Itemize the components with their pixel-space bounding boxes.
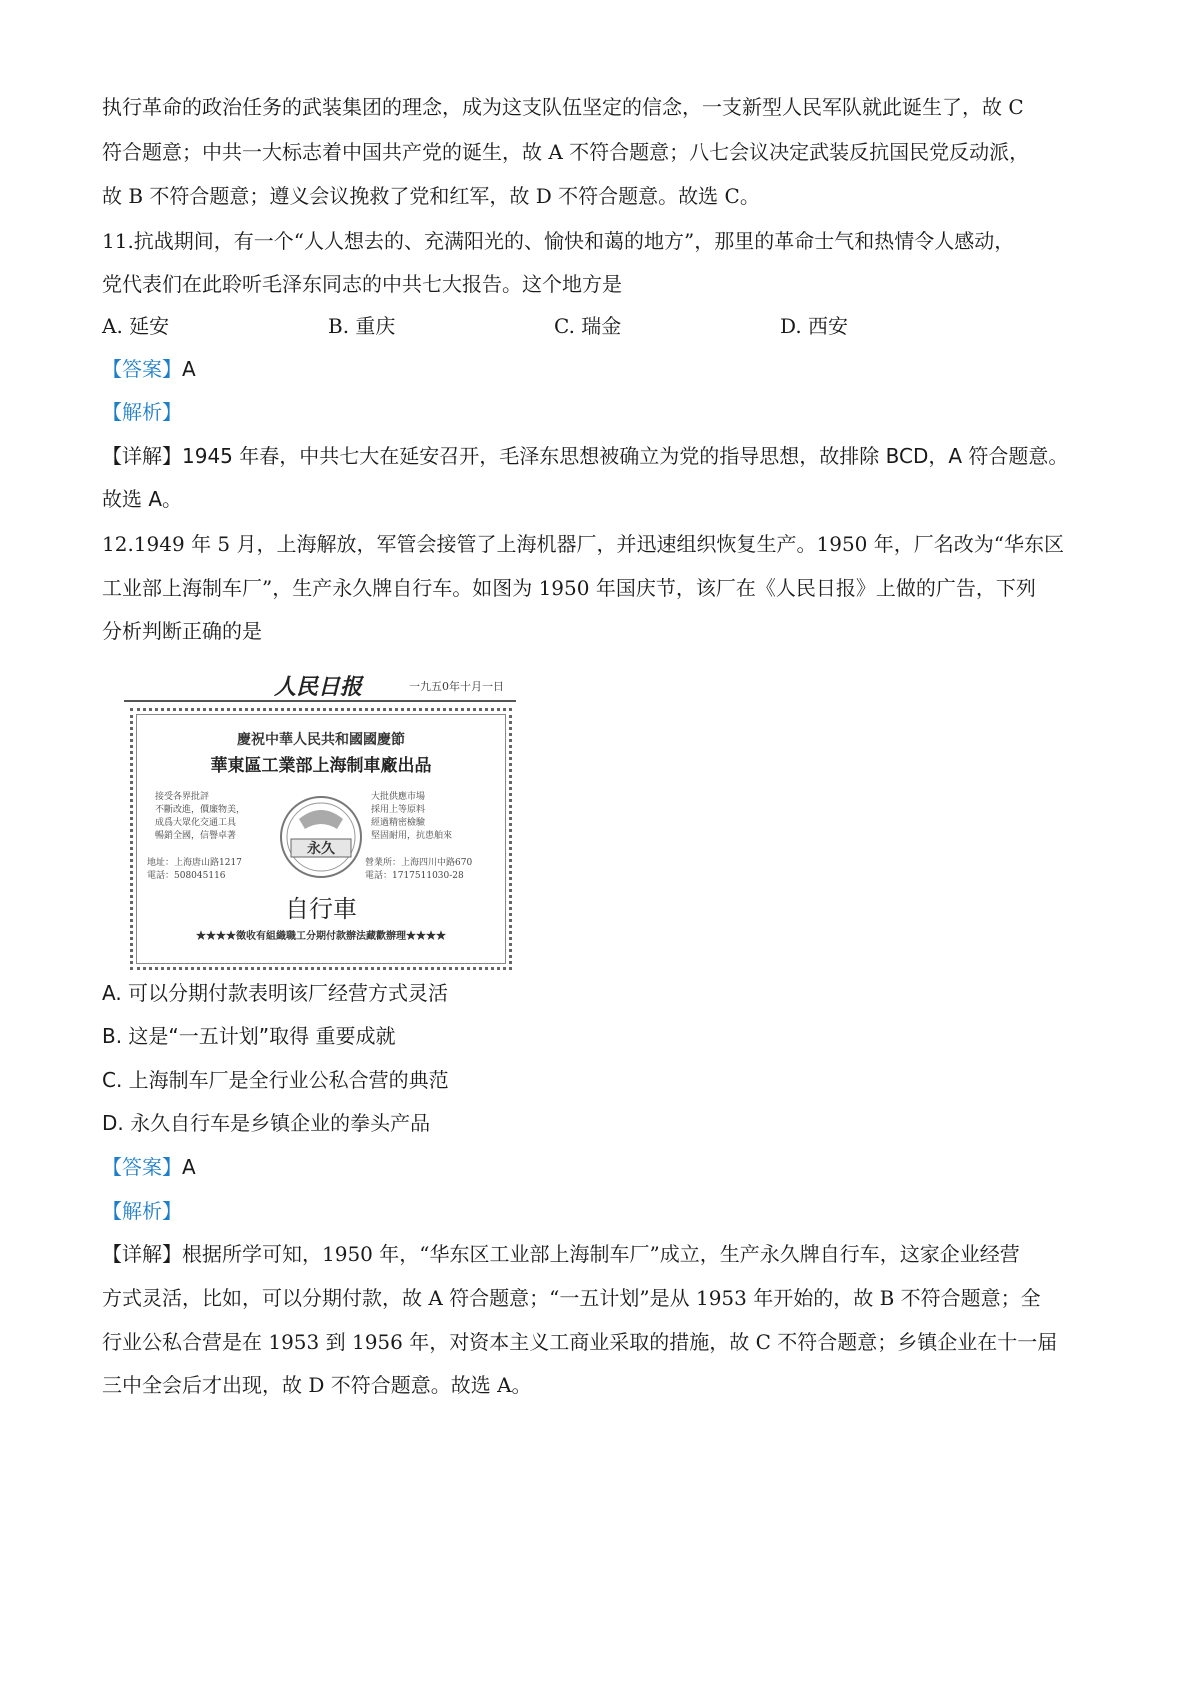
q12-answer bbox=[102, 1152, 1102, 1182]
q11-option-b: B. 重庆 bbox=[328, 314, 396, 338]
question-12-stem: 工业部上海制车厂”，生产永久牌自行车。如图为 1950 年国庆节，该厂在《人民日报》上做的广告，下列 bbox=[102, 576, 1036, 600]
newspaper-ad-image bbox=[124, 670, 516, 970]
q11-option-a: A. 延安 bbox=[102, 314, 170, 338]
analysis-tag: 【解析】 bbox=[102, 400, 182, 424]
q11-detail bbox=[102, 441, 1102, 471]
newspaper-header bbox=[124, 670, 516, 702]
newspaper-date: 一九五0年十月一日 bbox=[409, 680, 504, 693]
q11-analysis bbox=[102, 397, 1102, 427]
q12-option-a: A. 可以分期付款表明该厂经营方式灵活 bbox=[102, 981, 449, 1005]
q12-analysis bbox=[102, 1196, 1102, 1226]
answer-value: A bbox=[182, 357, 196, 381]
q11-detail-cont: 故选 A。 bbox=[102, 487, 183, 511]
q11-answer bbox=[102, 354, 1102, 384]
detail-tag: 【详解】 bbox=[102, 1242, 182, 1266]
detail-text: 根据所学可知，1950 年，“华东区工业部上海制车厂”成立，生产永久牌自行车，这家企业经营 bbox=[182, 1242, 1020, 1266]
ad-address-left: 地址：上海唐山路1217 電話：508045116 bbox=[147, 858, 242, 881]
answer-value: A bbox=[182, 1155, 196, 1179]
ad-right-text: 大批供應市場 採用上等原料 經過精密檢驗 堅固耐用，抗患舶來 bbox=[371, 792, 453, 841]
q12-detail-cont: 行业公私合营是在 1953 到 1956 年，对资本主义工商业采取的措施，故 C 不符合题意；乡镇企业在十一届 bbox=[102, 1330, 1058, 1354]
analysis-tag: 【解析】 bbox=[102, 1199, 182, 1223]
ad-title-2: 華東區工業部上海制車廠出品 bbox=[210, 756, 432, 776]
question-11-stem: 11.抗战期间，有一个“人人想去的、充满阳光的、愉快和蔼的地方”，那里的革命士气和热情令人感动， bbox=[102, 229, 1015, 253]
q12-option-b: B. 这是“一五计划”取得 重要成就 bbox=[102, 1024, 396, 1048]
ad-address-right: 營業所：上海四川中路670 電話：1717511030-28 bbox=[365, 858, 473, 881]
ad-footer: ★★★★徵收有組織職工分期付款辦法藏歡辦理★★★★ bbox=[196, 931, 446, 942]
q11-option-c: C. 瑞金 bbox=[554, 314, 622, 338]
detail-text: 1945 年春，中共七大在延安召开，毛泽东思想被确立为党的指导思想，故排除 BCD，A 符合题意。 bbox=[182, 444, 1069, 468]
q12-detail bbox=[102, 1239, 1102, 1269]
q11-option-d: D. 西安 bbox=[780, 314, 849, 338]
ad-title-1: 慶祝中華人民共和國國慶節 bbox=[237, 732, 405, 748]
text-line: 执行革命的政治任务的武装集团的理念，成为这支队伍坚定的信念，一支新型人民军队就此诞生了，故 C bbox=[102, 95, 1024, 119]
logo-text: 永久 bbox=[307, 841, 335, 857]
question-12-stem: 12.1949 年 5 月，上海解放，军管会接管了上海机器厂，并迅速组织恢复生产。1950 年，厂名改为“华东区 bbox=[102, 532, 1064, 556]
q12-detail-cont: 方式灵活，比如，可以分期付款，故 A 符合题意；“一五计划”是从 1953 年开始的，故 B 不符合题意；全 bbox=[102, 1286, 1041, 1310]
text-line: 故 B 不符合题意；遵义会议挽救了党和红军，故 D 不符合题意。故选 C。 bbox=[102, 184, 760, 208]
answer-tag: 【答案】 bbox=[102, 357, 182, 381]
ad-product: 自行車 bbox=[285, 895, 357, 923]
question-11-stem: 党代表们在此聆听毛泽东同志的中共七大报告。这个地方是 bbox=[102, 272, 622, 296]
text-line: 符合题意；中共一大标志着中国共产党的诞生，故 A 不符合题意；八七会议决定武装反抗国民党反动派， bbox=[102, 140, 1030, 164]
q12-option-c: C. 上海制车厂是全行业公私合营的典范 bbox=[102, 1068, 449, 1092]
newspaper-masthead: 人民日报 bbox=[274, 674, 363, 700]
question-12-stem: 分析判断正确的是 bbox=[102, 619, 262, 643]
answer-tag: 【答案】 bbox=[102, 1155, 182, 1179]
q12-detail-cont: 三中全会后才出现，故 D 不符合题意。故选 A。 bbox=[102, 1373, 532, 1397]
ad-left-text: 接受各界批評 不斷改進，價廉物美， 成爲大眾化交通工具 暢銷全國，信譽卓著 bbox=[155, 792, 246, 841]
detail-tag: 【详解】 bbox=[102, 444, 182, 468]
q12-option-d: D. 永久自行车是乡镇企业的拳头产品 bbox=[102, 1111, 431, 1135]
yongjiu-logo-icon bbox=[265, 789, 377, 885]
ad-frame bbox=[130, 708, 512, 970]
